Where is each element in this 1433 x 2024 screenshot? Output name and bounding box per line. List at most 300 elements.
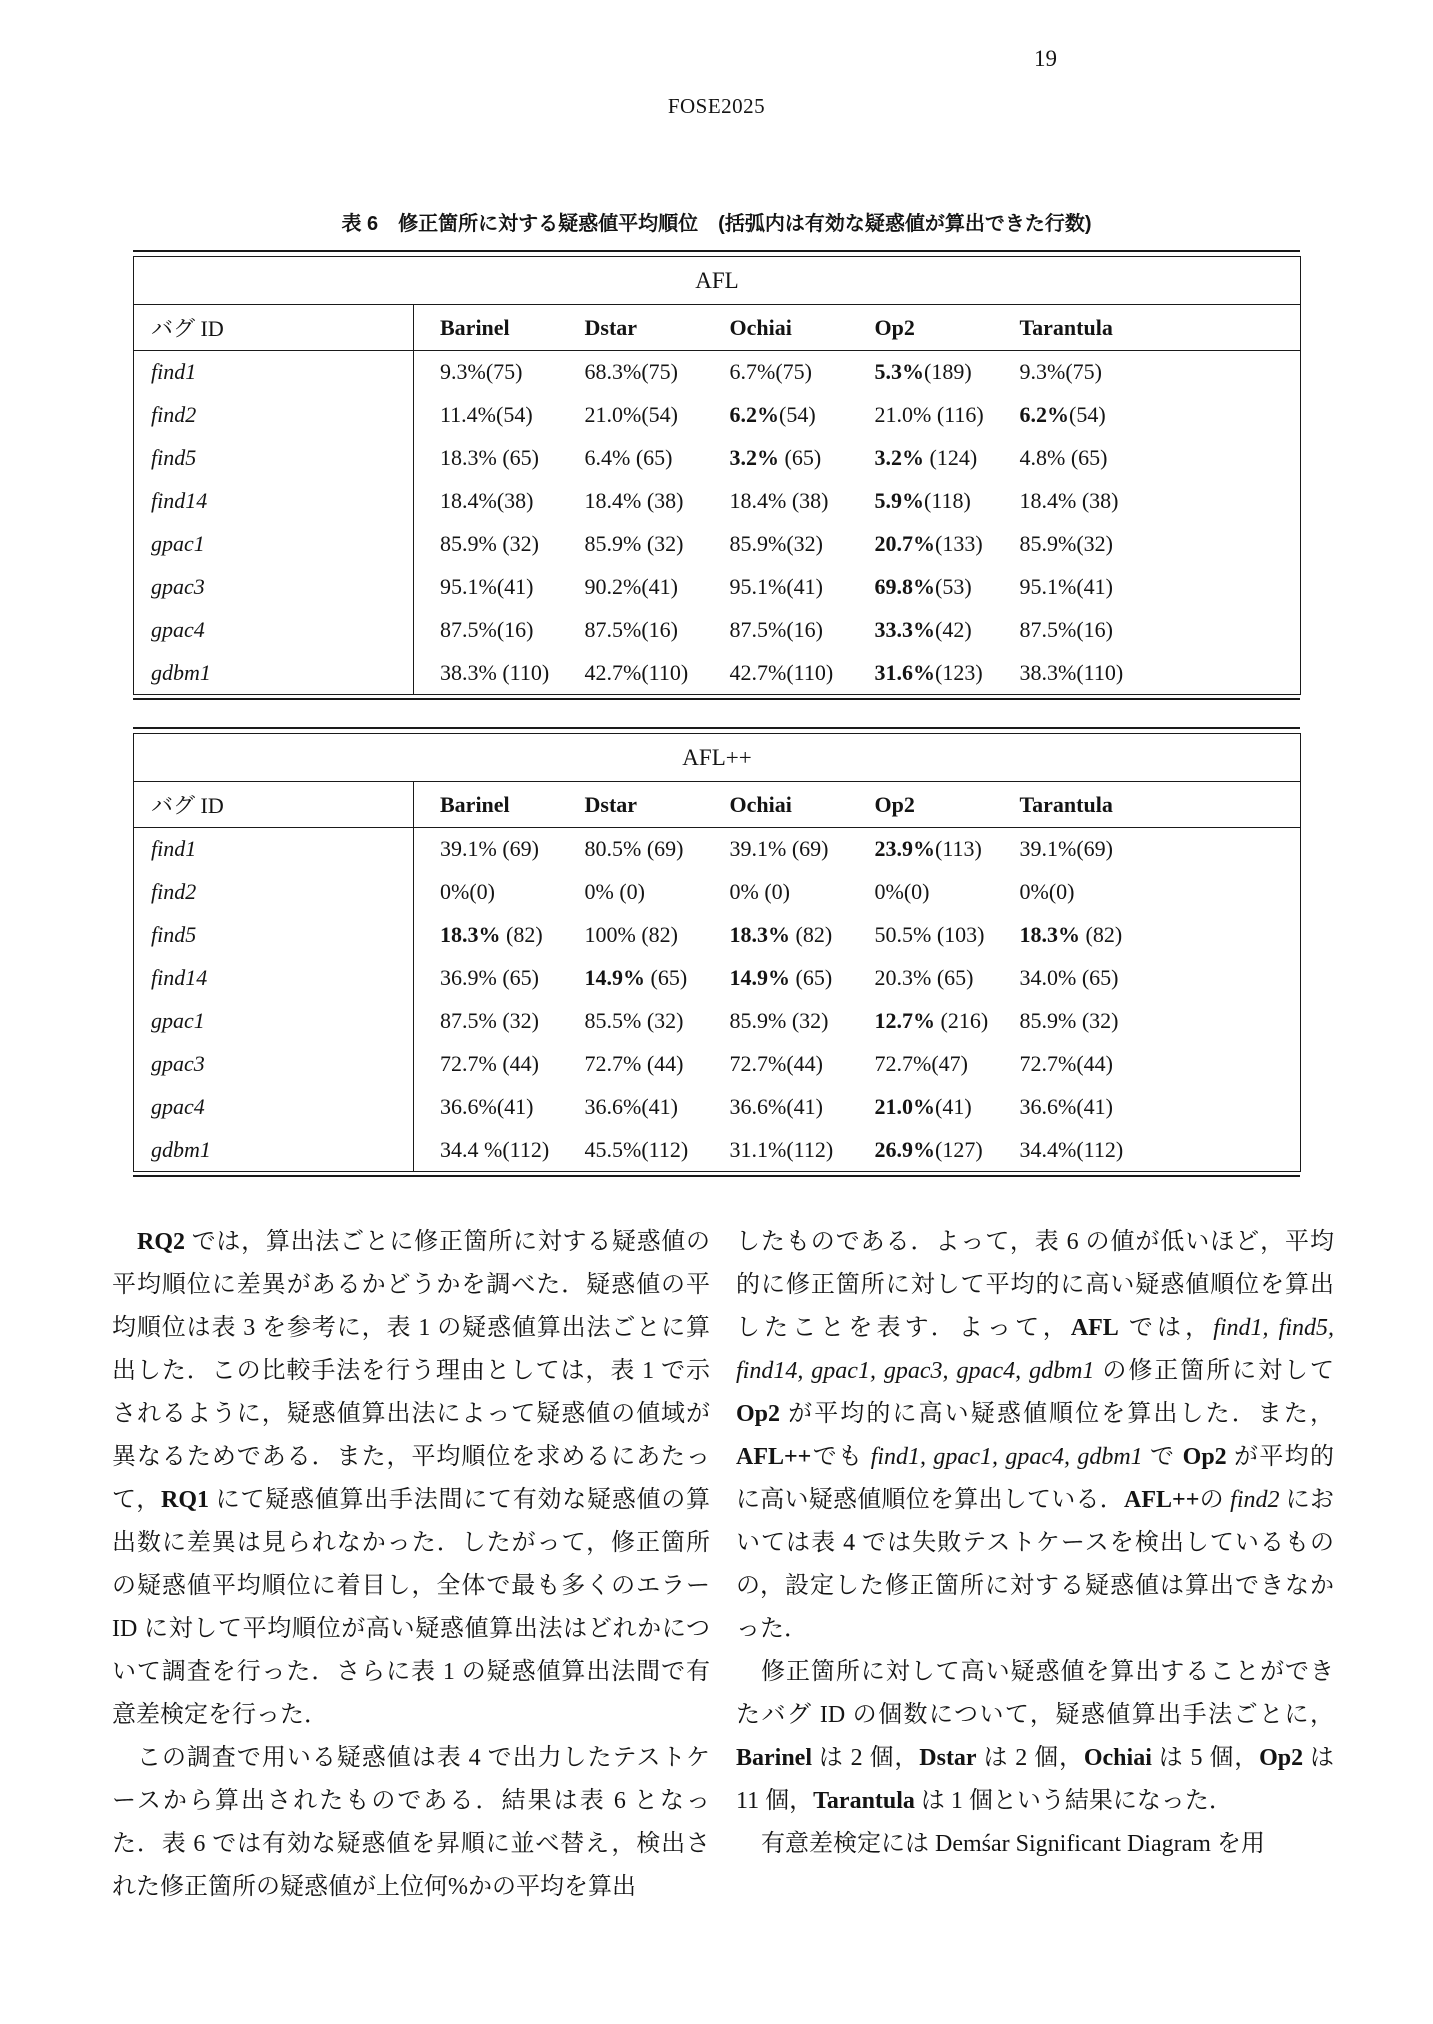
- text-run: が平均的に高い疑惑値順位を算出した．また，: [780, 1401, 1334, 1427]
- valid-row-count: (47): [931, 1051, 968, 1076]
- valid-row-count: (54): [496, 402, 533, 427]
- table-row: [134, 1129, 1301, 1172]
- value-cell: [849, 480, 994, 523]
- afl-table: [133, 256, 1300, 695]
- percent-value: 72.7%: [729, 1051, 787, 1076]
- value-cell: [849, 1043, 994, 1086]
- value-cell: [559, 351, 704, 394]
- value-cell: [414, 914, 559, 957]
- valid-row-count: (32): [641, 1008, 684, 1033]
- body-left-column: [112, 1221, 710, 1909]
- percent-value: 0%: [440, 879, 470, 904]
- text-run: Barinel: [736, 1745, 812, 1771]
- value-cell: [559, 828, 704, 871]
- text-run: においては表 4 では失敗テストケースを検出しているものの，設定した修正箇所に対する疑惑値は算出できなかった．: [736, 1487, 1335, 1642]
- percent-value: 20.7%: [874, 531, 935, 556]
- table-row: [134, 437, 1301, 480]
- valid-row-count: (189): [924, 359, 972, 385]
- value-cell: [559, 957, 704, 1000]
- value-cell: [414, 1043, 559, 1086]
- percent-value: 72.7%: [440, 1051, 497, 1076]
- valid-row-count: (32): [786, 531, 823, 556]
- bug-id-cell: find5: [134, 437, 414, 480]
- percent-value: 85.5%: [584, 1008, 642, 1033]
- text-run: Op2: [736, 1401, 781, 1427]
- table-row: [134, 351, 1301, 394]
- percent-value: 85.9%: [1019, 1008, 1077, 1033]
- valid-row-count: (65): [779, 445, 822, 470]
- table-caption: 表 6 修正箇所に対する疑惑値平均順位 (括弧内は有効な疑惑値が算出できた行数): [341, 213, 1092, 235]
- text-run: でも: [811, 1444, 871, 1470]
- valid-row-count: (16): [786, 617, 823, 642]
- text-run: は 2 個，: [812, 1745, 920, 1771]
- column-header: バグ ID: [134, 305, 414, 351]
- valid-row-count: (75): [775, 359, 812, 385]
- value-cell: [414, 609, 559, 652]
- column-header: Tarantula: [994, 782, 1301, 828]
- value-cell: [849, 394, 994, 437]
- value-cell: [704, 1043, 849, 1086]
- text-run: で: [1142, 1444, 1183, 1470]
- table-row: [134, 1000, 1301, 1043]
- valid-row-count: (44): [786, 1051, 823, 1076]
- column-header: Dstar: [559, 305, 704, 351]
- valid-row-count: (124): [924, 445, 978, 470]
- valid-row-count: (82): [790, 922, 833, 947]
- valid-row-count: (41): [641, 574, 678, 599]
- value-cell: [704, 957, 849, 1000]
- value-cell: [849, 566, 994, 609]
- bug-id-cell: gpac4: [134, 1086, 414, 1129]
- valid-row-count: (69): [1076, 836, 1113, 862]
- valid-row-count: (32): [786, 1008, 829, 1033]
- value-cell: [704, 394, 849, 437]
- percent-value: 39.1%: [1019, 836, 1077, 862]
- value-cell: [704, 609, 849, 652]
- table-row: [134, 1043, 1301, 1086]
- valid-row-count: (38): [641, 488, 684, 513]
- value-cell: [994, 609, 1301, 652]
- value-cell: [849, 351, 994, 394]
- valid-row-count: (216): [935, 1008, 989, 1033]
- percent-value: 14.9%: [729, 965, 790, 990]
- valid-row-count: (65): [931, 965, 974, 990]
- table-row: [134, 652, 1301, 695]
- text-run: Dstar: [919, 1745, 977, 1771]
- bug-id-cell: gpac1: [134, 523, 414, 566]
- value-cell: [704, 1129, 849, 1172]
- text-run: RQ2: [137, 1229, 185, 1255]
- value-cell: [414, 1000, 559, 1043]
- valid-row-count: (16): [496, 617, 534, 642]
- valid-row-count: (41): [935, 1094, 972, 1119]
- valid-row-count: (32): [641, 531, 684, 556]
- value-cell: [704, 523, 849, 566]
- table-row: [134, 566, 1301, 609]
- text-run: にて疑惑値算出手法間にて有効な疑惑値の算出数に差異は見られなかった．したがって，修正箇所の疑惑値平均順位に着目し，全体で最も多くのエラー ID に対して平均順位が高い疑惑値算出法はどれかについて調査を行った．さらに表 1 の疑惑値算出法間で有意差検定を行った．: [112, 1487, 711, 1728]
- bug-id-cell: find14: [134, 480, 414, 523]
- percent-value: 38.3%: [440, 659, 497, 685]
- value-cell: [414, 480, 559, 523]
- value-cell: [559, 480, 704, 523]
- percent-value: 0%: [1019, 879, 1049, 904]
- body-right-column: [736, 1221, 1334, 1909]
- valid-row-count: (32): [1076, 531, 1113, 556]
- value-cell: [849, 957, 994, 1000]
- valid-row-count: (41): [786, 574, 823, 599]
- value-cell: [559, 1086, 704, 1129]
- value-cell: [849, 828, 994, 871]
- bug-id-cell: find5: [134, 914, 414, 957]
- value-cell: [994, 437, 1301, 480]
- percent-value: 100%: [584, 922, 636, 947]
- conference-header: FOSE2025: [667, 94, 766, 118]
- value-cell: [994, 871, 1301, 914]
- value-cell: [704, 914, 849, 957]
- percent-value: 18.3%: [1019, 922, 1080, 947]
- value-cell: [414, 437, 559, 480]
- percent-value: 5.9%: [874, 488, 924, 513]
- valid-row-count: (113): [935, 836, 982, 862]
- valid-row-count: (0): [1048, 879, 1075, 904]
- bug-id-cell: gpac1: [134, 1000, 414, 1043]
- percent-value: 39.1%: [729, 836, 787, 862]
- percent-value: 5.3%: [874, 359, 924, 385]
- valid-row-count: (112): [1076, 1136, 1124, 1162]
- value-cell: [704, 871, 849, 914]
- percent-value: 95.1%: [729, 574, 787, 599]
- text-run: Tarantula: [813, 1788, 915, 1814]
- table-row: [134, 480, 1301, 523]
- valid-row-count: (103): [931, 922, 985, 947]
- table-row: [134, 609, 1301, 652]
- table-header-row: [134, 782, 1301, 828]
- table-row: [134, 871, 1301, 914]
- valid-row-count: (110): [786, 659, 834, 685]
- percent-value: 18.3%: [729, 922, 790, 947]
- column-header: Barinel: [414, 305, 559, 351]
- valid-row-count: (112): [786, 1136, 834, 1162]
- valid-row-count: (65): [496, 445, 539, 470]
- value-cell: [994, 394, 1301, 437]
- valid-row-count: (82): [1080, 922, 1123, 947]
- value-cell: [559, 1129, 704, 1172]
- text-run: は 5 個，: [1151, 1745, 1260, 1771]
- percent-value: 36.6%: [1019, 1094, 1077, 1119]
- bug-id-cell: find1: [134, 828, 414, 871]
- column-header: Op2: [849, 782, 994, 828]
- percent-value: 95.1%: [1019, 574, 1077, 599]
- value-cell: [704, 652, 849, 695]
- valid-row-count: (38): [1076, 488, 1119, 513]
- value-cell: [849, 1000, 994, 1043]
- value-cell: [994, 1129, 1301, 1172]
- table-title-row: [134, 257, 1301, 305]
- valid-row-count: (65): [1076, 965, 1119, 990]
- percent-value: 68.3%: [584, 359, 642, 385]
- table-top-rule: [133, 727, 1300, 729]
- value-cell: [994, 523, 1301, 566]
- percent-value: 18.4%: [440, 488, 497, 513]
- valid-row-count: (16): [641, 617, 678, 642]
- text-run: 修正箇所に対して高い疑惑値を算出することができたバグ ID の個数について，疑惑値算出手法ごとに，: [736, 1659, 1334, 1728]
- table-row: [134, 523, 1301, 566]
- value-cell: [849, 523, 994, 566]
- valid-row-count: (44): [496, 1051, 539, 1076]
- paragraph: [112, 1221, 710, 1737]
- valid-row-count: (65): [630, 445, 673, 470]
- value-cell: [849, 871, 994, 914]
- column-header: Ochiai: [704, 305, 849, 351]
- paragraph: [112, 1737, 710, 1909]
- percent-value: 21.0%: [874, 1094, 935, 1119]
- percent-value: 45.5%: [584, 1136, 642, 1162]
- percent-value: 6.2%: [1019, 402, 1069, 427]
- text-run: RQ1: [161, 1487, 210, 1513]
- valid-row-count: (69): [786, 836, 829, 862]
- bug-id-cell: gpac3: [134, 566, 414, 609]
- valid-row-count: (54): [1069, 402, 1106, 427]
- value-cell: [414, 652, 559, 695]
- table-row: [134, 1086, 1301, 1129]
- text-run: AFL++: [1124, 1487, 1200, 1513]
- bug-id-cell: gdbm1: [134, 1129, 414, 1172]
- percent-value: 0%: [729, 879, 759, 904]
- value-cell: [849, 609, 994, 652]
- percent-value: 36.6%: [440, 1094, 497, 1119]
- percent-value: 42.7%: [729, 659, 787, 685]
- valid-row-count: (110): [1076, 659, 1124, 685]
- value-cell: [559, 1000, 704, 1043]
- percent-value: 26.9%: [874, 1136, 935, 1162]
- percent-value: 11.4%: [440, 402, 497, 427]
- text-run: が平均的に高い疑惑値順位を算出している．: [736, 1444, 1334, 1513]
- valid-row-count: (0): [469, 879, 495, 904]
- value-cell: [414, 566, 559, 609]
- value-cell: [849, 1129, 994, 1172]
- valid-row-count: (112): [641, 1136, 689, 1162]
- percent-value: 31.6%: [874, 659, 935, 685]
- percent-value: 90.2%: [584, 574, 642, 599]
- text-run: は 1 個という結果になった．: [914, 1788, 1233, 1814]
- percent-value: 20.3%: [874, 965, 932, 990]
- percent-value: 34.0%: [1019, 965, 1077, 990]
- value-cell: [414, 394, 559, 437]
- text-run: したものである．よって，表 6 の値が低いほど，平均的に修正箇所に対して平均的に高い疑惑値順位を算出したことを表す．よって，: [736, 1229, 1334, 1341]
- valid-row-count: (75): [1065, 359, 1102, 385]
- value-cell: [704, 1086, 849, 1129]
- percent-value: 14.9%: [584, 965, 645, 990]
- text-run: AFL: [1070, 1315, 1119, 1341]
- percent-value: 23.9%: [874, 836, 935, 862]
- value-cell: [994, 1086, 1301, 1129]
- aflpp-table-block: [133, 727, 1300, 1177]
- text-run: AFL++: [736, 1444, 812, 1470]
- value-cell: [704, 566, 849, 609]
- table-bottom-rule: [133, 698, 1300, 700]
- valid-row-count: (65): [1065, 445, 1108, 470]
- value-cell: [994, 957, 1301, 1000]
- value-cell: [414, 351, 559, 394]
- percent-value: 50.5%: [874, 922, 932, 947]
- value-cell: [994, 1043, 1301, 1086]
- percent-value: 18.3%: [440, 445, 497, 470]
- percent-value: 85.9%: [440, 531, 497, 556]
- percent-value: 34.4%: [1019, 1136, 1077, 1162]
- percent-value: 6.4%: [584, 445, 631, 470]
- percent-value: 42.7%: [584, 659, 642, 685]
- value-cell: [414, 523, 559, 566]
- table-row: [134, 394, 1301, 437]
- value-cell: [704, 1000, 849, 1043]
- value-cell: [559, 523, 704, 566]
- table-title-row: [134, 734, 1301, 782]
- value-cell: [704, 351, 849, 394]
- table-row: [134, 828, 1301, 871]
- percent-value: 31.1%: [729, 1136, 787, 1162]
- valid-row-count: (82): [635, 922, 678, 947]
- table-title: AFL: [134, 257, 1301, 305]
- percent-value: 12.7%: [874, 1008, 935, 1033]
- value-cell: [559, 914, 704, 957]
- percent-value: 87.5%: [584, 617, 642, 642]
- percent-value: 36.6%: [729, 1094, 787, 1119]
- valid-row-count: (127): [935, 1136, 983, 1162]
- data-table: [133, 256, 1301, 695]
- percent-value: 9.3%: [440, 359, 486, 385]
- percent-value: 34.4 %: [440, 1136, 503, 1162]
- text-run: この調査で用いる疑惑値は表 4 で出力したテストケースから算出されたものである．結果は表 6 となった．表 6 では有効な疑惑値を昇順に並べ替え，検出された修正箇所の疑惑値が上位何%かの平均を算出: [112, 1745, 710, 1900]
- percent-value: 0%: [874, 879, 904, 904]
- valid-row-count: (69): [496, 836, 539, 862]
- value-cell: [559, 652, 704, 695]
- column-header: Op2: [849, 305, 994, 351]
- valid-row-count: (41): [641, 1094, 678, 1119]
- valid-row-count: (16): [1076, 617, 1113, 642]
- percent-value: 72.7%: [1019, 1051, 1077, 1076]
- percent-value: 72.7%: [584, 1051, 642, 1076]
- valid-row-count: (75): [485, 359, 523, 385]
- value-cell: [704, 828, 849, 871]
- aflpp-table: [133, 733, 1300, 1172]
- text-run: Op2: [1259, 1745, 1304, 1771]
- value-cell: [414, 828, 559, 871]
- value-cell: [994, 652, 1301, 695]
- valid-row-count: (65): [496, 965, 539, 990]
- value-cell: [704, 437, 849, 480]
- percent-value: 85.9%: [729, 531, 787, 556]
- value-cell: [559, 394, 704, 437]
- valid-row-count: (54): [779, 402, 816, 427]
- percent-value: 38.3%: [1019, 659, 1077, 685]
- text-run: は 11 個，: [736, 1745, 1335, 1814]
- percent-value: 39.1%: [440, 836, 497, 862]
- column-header: Barinel: [414, 782, 559, 828]
- percent-value: 80.5%: [584, 836, 642, 862]
- value-cell: [849, 652, 994, 695]
- percent-value: 87.5%: [729, 617, 787, 642]
- text-run: Op2: [1182, 1444, 1227, 1470]
- value-cell: [414, 957, 559, 1000]
- paragraph: [736, 1651, 1334, 1823]
- text-run: find1, find5, find14, gpac1, gpac3, gpac4, gdbm1: [736, 1315, 1334, 1384]
- valid-row-count: (32): [496, 531, 539, 556]
- bug-id-cell: find1: [134, 351, 414, 394]
- valid-row-count: (41): [496, 574, 534, 599]
- percent-value: 0%: [584, 879, 614, 904]
- text-run: では，: [1118, 1315, 1214, 1341]
- column-header: Ochiai: [704, 782, 849, 828]
- table-bottom-rule: [133, 1175, 1300, 1177]
- value-cell: [414, 871, 559, 914]
- bug-id-cell: find14: [134, 957, 414, 1000]
- valid-row-count: (41): [786, 1094, 823, 1119]
- valid-row-count: (44): [641, 1051, 684, 1076]
- value-cell: [414, 1129, 559, 1172]
- text-run: find2: [1230, 1487, 1280, 1513]
- percent-value: 85.9%: [584, 531, 642, 556]
- valid-row-count: (0): [903, 879, 930, 904]
- table-row: [134, 957, 1301, 1000]
- value-cell: [994, 351, 1301, 394]
- value-cell: [704, 480, 849, 523]
- bug-id-cell: gpac3: [134, 1043, 414, 1086]
- valid-row-count: (133): [935, 531, 983, 556]
- percent-value: 36.6%: [584, 1094, 642, 1119]
- percent-value: 87.5%: [440, 617, 497, 642]
- valid-row-count: (0): [758, 879, 790, 904]
- body-text: [112, 1221, 1334, 1909]
- value-cell: [559, 566, 704, 609]
- percent-value: 3.2%: [729, 445, 779, 470]
- percent-value: 87.5%: [1019, 617, 1077, 642]
- valid-row-count: (41): [1076, 1094, 1113, 1119]
- page-number: 19: [1034, 46, 1057, 71]
- valid-row-count: (75): [641, 359, 678, 385]
- valid-row-count: (41): [496, 1094, 534, 1119]
- valid-row-count: (38): [496, 488, 534, 513]
- percent-value: 87.5%: [440, 1008, 497, 1033]
- valid-row-count: (118): [924, 488, 971, 513]
- value-cell: [414, 1086, 559, 1129]
- percent-value: 18.4%: [584, 488, 642, 513]
- valid-row-count: (42): [935, 617, 972, 642]
- text-run: の修正箇所に対して: [1094, 1358, 1335, 1384]
- percent-value: 85.9%: [729, 1008, 787, 1033]
- percent-value: 4.8%: [1019, 445, 1066, 470]
- valid-row-count: (32): [496, 1008, 539, 1033]
- valid-row-count: (54): [641, 402, 678, 427]
- text-run: 有意差検定には Demśar Significant Diagram を用: [761, 1831, 1265, 1857]
- valid-row-count: (0): [613, 879, 645, 904]
- bug-id-cell: gpac4: [134, 609, 414, 652]
- text-run: では，算出法ごとに修正箇所に対する疑惑値の平均順位に差異があるかどうかを調べた．疑惑値の平均順位は表 3 を参考に，表 1 の疑惑値算出法ごとに算出した．この比較手法を行う理由としては，表 1 で示されるように，疑惑値算出法によって疑惑値の値域が異なるためである．また，平均順位を求めるにあたって，: [112, 1229, 710, 1513]
- value-cell: [994, 828, 1301, 871]
- value-cell: [559, 437, 704, 480]
- column-header: バグ ID: [134, 782, 414, 828]
- value-cell: [849, 1086, 994, 1129]
- percent-value: 69.8%: [874, 574, 935, 599]
- data-table: [133, 733, 1301, 1172]
- table-row: [134, 914, 1301, 957]
- value-cell: [849, 914, 994, 957]
- valid-row-count: (112): [502, 1136, 550, 1162]
- table-top-rule: [133, 250, 1300, 252]
- percent-value: 33.3%: [874, 617, 935, 642]
- valid-row-count: (123): [935, 659, 983, 685]
- table-title: AFL++: [134, 734, 1301, 782]
- paragraph: [736, 1221, 1334, 1651]
